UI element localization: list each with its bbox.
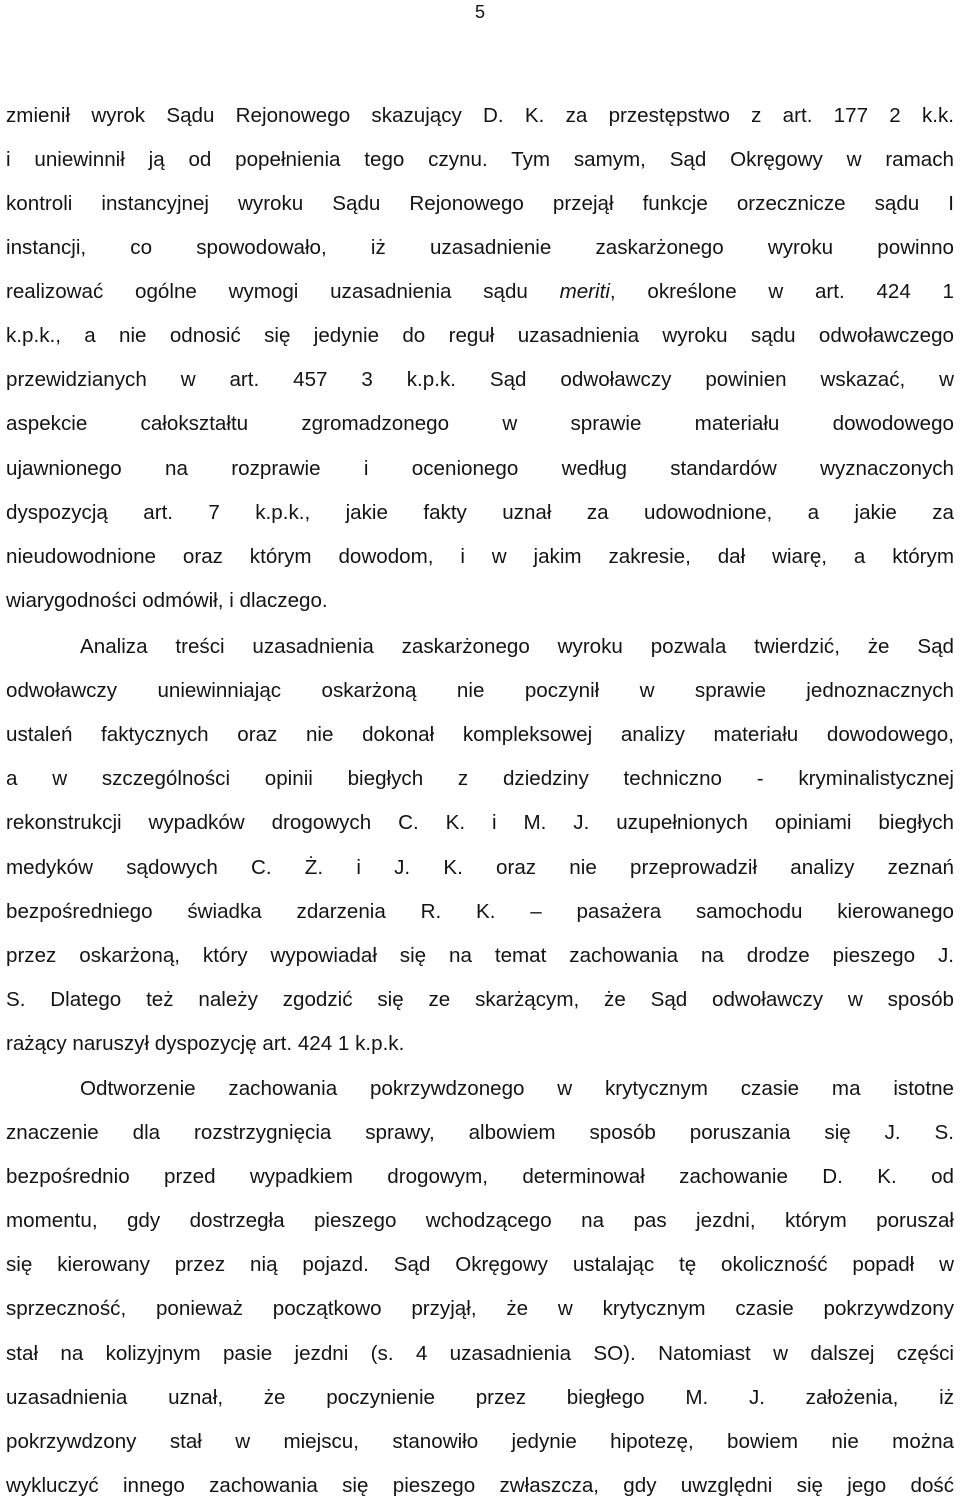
page-number: 5 (474, 2, 485, 22)
text-line: nieudowodnione oraz którym dowodom, i w jakim zakresie, dał wiarę, a którym (6, 545, 954, 568)
text-line: ujawnionego na rozprawie i ocenionego według standardów wyznaczonych (6, 457, 954, 480)
text-line: medyków sądowych C. Ż. i J. K. oraz nie przeprowadził analizy zeznań (6, 856, 954, 879)
text-line: odwoławczy uniewinniając oskarżoną nie poczynił w sprawie jednoznacznych (6, 679, 954, 702)
italic-term: meriti (559, 280, 610, 303)
text-line: a w szczególności opinii biegłych z dziedziny techniczno - kryminalistycznej (6, 767, 954, 790)
text-line: k.p.k., a nie odnosić się jedynie do reguł uzasadnienia wyroku sądu odwoławczego (6, 324, 954, 347)
text-line: bezpośredniego świadka zdarzenia R. K. – pasażera samochodu kierowanego (6, 900, 954, 923)
text-line: S. Dlatego też należy zgodzić się ze skarżącym, że Sąd odwoławczy w sposób (6, 988, 954, 1011)
text-span: , określone w art. 424 1 (609, 280, 954, 303)
text-line: bezpośrednio przed wypadkiem drogowym, determinował zachowanie D. K. od (6, 1165, 954, 1188)
text-line: sprzeczność, ponieważ początkowo przyjął, że w krytycznym czasie pokrzywdzony (6, 1297, 954, 1320)
text-line: się kierowany przez nią pojazd. Sąd Okręgowy ustalając tę okoliczność popadł w (6, 1253, 954, 1276)
text-line (6, 270, 954, 314)
text-line: rażący naruszył dyspozycję art. 424 1 k.p.k. (6, 1032, 405, 1055)
text-line: rekonstrukcji wypadków drogowych C. K. i M. J. uzupełnionych opiniami biegłych (6, 811, 954, 834)
text-line: znaczenie dla rozstrzygnięcia sprawy, albowiem sposób poruszania się J. S. (6, 1121, 954, 1144)
text-line: zmienił wyrok Sądu Rejonowego skazujący D. K. za przestępstwo z art. 177 2 k.k. (6, 104, 954, 127)
text-line: wykluczyć innego zachowania się pieszego zwłaszcza, gdy uwzględni się jego dość (6, 1474, 954, 1497)
text-line: aspekcie całokształtu zgromadzonego w sprawie materiału dowodowego (6, 412, 954, 435)
text-line: ustaleń faktycznych oraz nie dokonał kompleksowej analizy materiału dowodowego, (6, 723, 954, 746)
text-line: i uniewinnił ją od popełnienia tego czynu. Tym samym, Sąd Okręgowy w ramach (6, 148, 954, 171)
text-line: wiarygodności odmówił, i dlaczego. (6, 589, 328, 612)
text-line: kontroli instancyjnej wyroku Sądu Rejonowego przejął funkcje orzecznicze sądu I (6, 192, 954, 215)
text-line: pokrzywdzony stał w miejscu, stanowiło jedynie hipotezę, bowiem nie można (6, 1430, 954, 1453)
text-line: stał na kolizyjnym pasie jezdni (s. 4 uzasadnienia SO). Natomiast w dalszej części (6, 1342, 954, 1365)
text-span: realizować ogólne wymogi uzasadnienia sądu (6, 280, 560, 303)
text-line: przewidzianych w art. 457 3 k.p.k. Sąd odwoławczy powinien wskazać, w (6, 368, 954, 391)
text-line: uzasadnienia uznał, że poczynienie przez biegłego M. J. założenia, iż (6, 1386, 954, 1409)
text-line: instancji, co spowodowało, iż uzasadnienie zaskarżonego wyroku powinno (6, 236, 954, 259)
text-line: przez oskarżoną, który wypowiadał się na temat zachowania na drodze pieszego J. (6, 944, 954, 967)
paragraph-first-line: Odtworzenie zachowania pokrzywdzonego w krytycznym czasie ma istotne (80, 1077, 954, 1100)
paragraph-first-line: Analiza treści uzasadnienia zaskarżonego wyroku pozwala twierdzić, że Sąd (80, 635, 954, 658)
text-line: momentu, gdy dostrzegła pieszego wchodzącego na pas jezdni, którym poruszał (6, 1209, 954, 1232)
text-line: dyspozycją art. 7 k.p.k., jakie fakty uznał za udowodnione, a jakie za (6, 501, 954, 524)
